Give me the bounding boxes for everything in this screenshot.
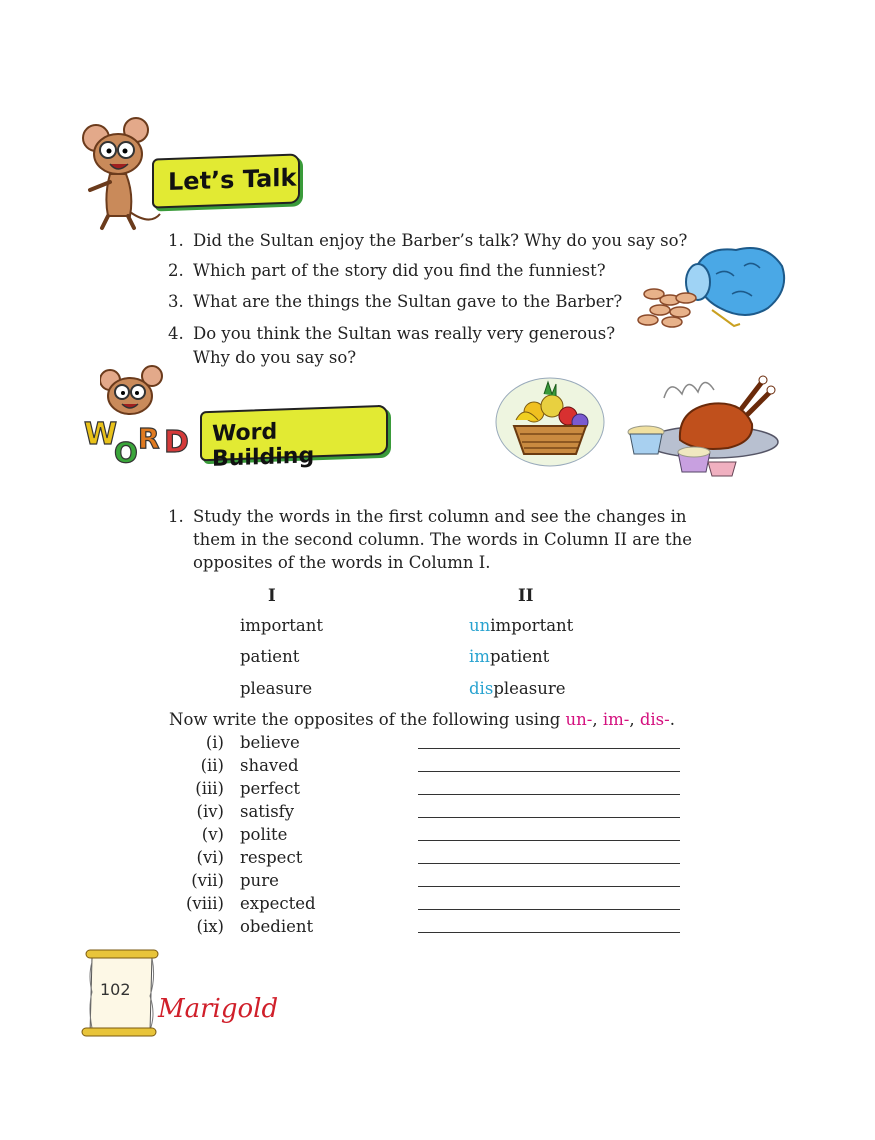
lets-talk-banner (152, 153, 300, 208)
svg-text:O: O (114, 436, 138, 469)
word-building-banner (200, 405, 388, 472)
column-i-word: pleasure (240, 679, 313, 698)
word-logo-icon (82, 404, 212, 474)
svg-text:R: R (138, 422, 160, 455)
answer-blank[interactable] (418, 863, 680, 864)
exercise-word: respect (240, 848, 303, 867)
exercise-word: expected (240, 894, 316, 913)
answer-blank[interactable] (418, 748, 680, 749)
answer-blank[interactable] (418, 817, 680, 818)
coin-bag-icon (636, 238, 788, 332)
lets-talk-title: Let’s Talk (168, 163, 297, 197)
question-number: 1. (168, 507, 184, 526)
mouse-mascot-icon (82, 116, 162, 234)
exercise-label: (vii) (191, 871, 224, 890)
column-ii-word (469, 645, 549, 668)
answer-blank[interactable] (418, 909, 680, 910)
svg-text:D: D (164, 425, 189, 460)
column-i-word: patient (240, 647, 300, 666)
question-text-continued: Why do you say so? (193, 348, 357, 367)
exercise-label: (viii) (185, 894, 224, 913)
root: patient (489, 647, 550, 666)
exercise-word: polite (240, 825, 288, 844)
column-header-i: I (268, 586, 276, 605)
prefix-im: im- (602, 710, 630, 729)
page-number: 102 (100, 980, 131, 999)
question-number: 2. (168, 261, 184, 280)
question-text: Did the Sultan enjoy the Barber’s talk? Why do you say so? (193, 231, 688, 250)
instruction-after: . (669, 710, 675, 729)
question-number: 1. (168, 231, 184, 250)
roast-chicken-icon (624, 368, 780, 480)
exercise-word: shaved (240, 756, 299, 775)
exercise-word: pure (240, 871, 279, 890)
word-building-title: Word Building (212, 419, 315, 472)
prefix-dis: dis- (639, 710, 670, 729)
exercise-word: satisfy (240, 802, 295, 821)
fruit-basket-icon (494, 376, 606, 468)
separator: , (592, 710, 603, 729)
exercise-label: (ix) (196, 917, 224, 936)
exercise-word: perfect (240, 779, 300, 798)
instruction-text (169, 708, 675, 731)
column-i-word: important (240, 616, 324, 635)
prefix-un: un- (565, 710, 593, 729)
instruction-before: Now write the opposites of the following using (169, 710, 566, 729)
root: pleasure (493, 679, 566, 698)
answer-blank[interactable] (418, 840, 680, 841)
book-title: Marigold (158, 994, 279, 1024)
question-line: opposites of the words in Column I. (193, 553, 491, 572)
question-number: 3. (168, 292, 184, 311)
root: important (490, 616, 574, 635)
question-text: What are the things the Sultan gave to the Barber? (193, 292, 623, 311)
question-line: them in the second column. The words in Column II are the (193, 530, 693, 549)
exercise-label: (i) (205, 733, 224, 752)
answer-blank[interactable] (418, 886, 680, 887)
exercise-label: (iii) (195, 779, 224, 798)
question-line: Study the words in the first column and see the changes in (193, 507, 687, 526)
svg-text:W: W (84, 417, 118, 452)
answer-blank[interactable] (418, 794, 680, 795)
column-header-ii: II (518, 586, 534, 605)
question-text: Which part of the story did you find the funniest? (193, 261, 606, 280)
exercise-label: (ii) (200, 756, 224, 775)
exercise-label: (iv) (196, 802, 224, 821)
exercise-label: (v) (201, 825, 224, 844)
answer-blank[interactable] (418, 771, 680, 772)
column-ii-word (469, 614, 573, 637)
answer-blank[interactable] (418, 932, 680, 933)
question-number: 4. (168, 324, 184, 343)
prefix: dis (469, 679, 494, 698)
prefix: im (469, 647, 490, 666)
column-ii-word (469, 677, 566, 700)
prefix: un (469, 616, 491, 635)
exercise-label: (vi) (196, 848, 224, 867)
separator: , (629, 710, 640, 729)
exercise-word: believe (240, 733, 300, 752)
exercise-word: obedient (240, 917, 314, 936)
question-text: Do you think the Sultan was really very generous? (193, 324, 616, 343)
